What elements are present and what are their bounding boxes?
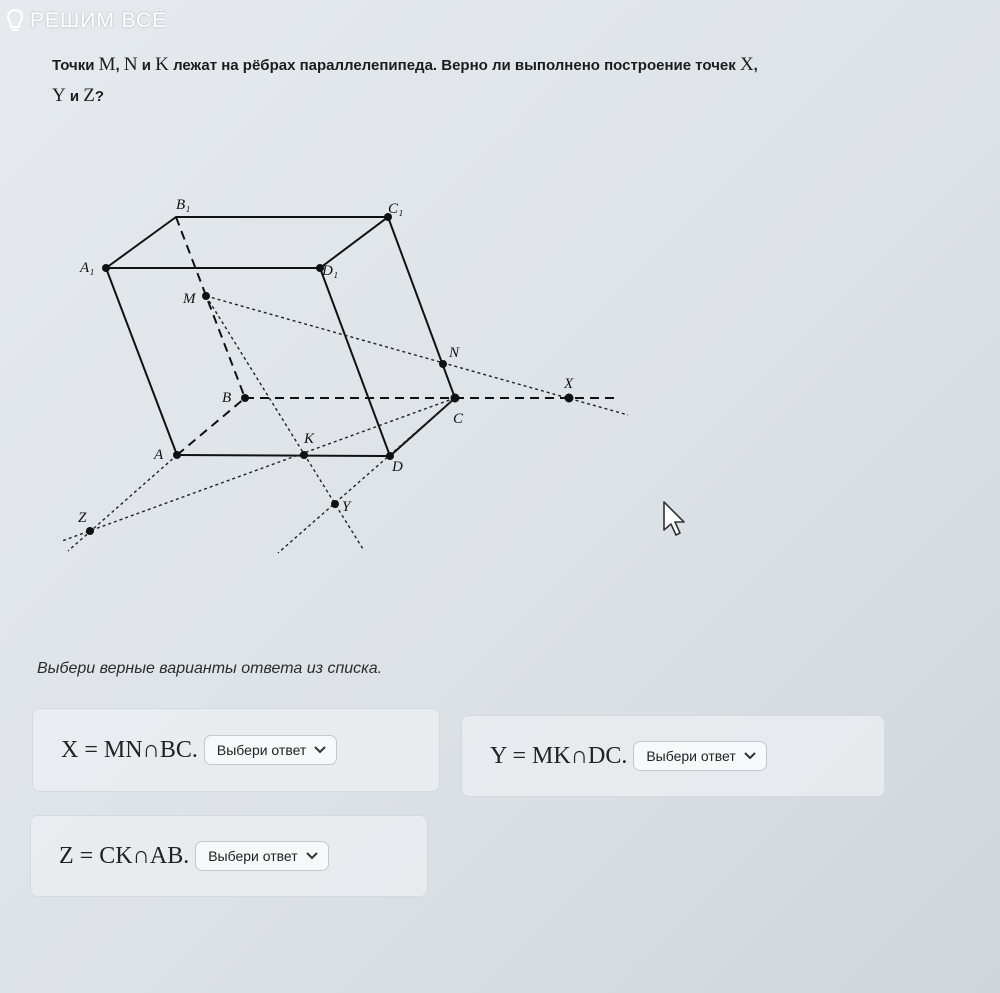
question-part: и — [137, 57, 156, 74]
chevron-down-icon — [744, 752, 756, 760]
label-k: K — [304, 431, 315, 447]
mouse-pointer-icon — [662, 500, 688, 538]
point-k: K — [155, 54, 169, 75]
label-b1: B₁ — [176, 197, 191, 213]
point-x: X — [739, 54, 754, 75]
point-a-dot — [173, 451, 181, 459]
chevron-down-icon — [306, 852, 318, 860]
point-z-dot — [86, 527, 94, 535]
question-part: , — [115, 57, 124, 74]
select-placeholder: Выбери ответ — [216, 742, 307, 758]
question-part: , — [753, 57, 758, 74]
answer-select-x[interactable] — [204, 735, 337, 765]
point-z: Z — [83, 85, 95, 106]
label-c: C — [453, 411, 464, 427]
instruction-text: Выбери верные варианты ответа из списка. — [37, 660, 383, 677]
formula-z: Z = CK∩AB. — [59, 842, 190, 869]
question-part: Точки — [52, 57, 99, 74]
edge-d1-d — [320, 268, 390, 456]
point-a1-dot — [102, 264, 110, 272]
logo-text: РЕШИМ ВСЁ — [30, 9, 168, 32]
label-z: Z — [78, 510, 87, 526]
point-y: Y — [52, 85, 66, 106]
question-part: и — [65, 88, 84, 105]
point-x-dot — [565, 394, 574, 403]
point-c-dot — [451, 394, 460, 403]
label-a1: A₁ — [80, 260, 95, 276]
label-x: X — [564, 376, 574, 392]
question-text — [52, 50, 912, 112]
point-m: M — [98, 54, 116, 75]
edge-a1-a — [106, 268, 177, 455]
label-y: Y — [342, 499, 351, 515]
label-d: D — [392, 459, 403, 475]
label-b: B — [222, 390, 232, 406]
chevron-down-icon — [314, 746, 326, 754]
answer-card-x — [32, 708, 440, 792]
point-m-dot — [202, 292, 210, 300]
edge-a1-b1 — [106, 217, 176, 268]
point-y-dot — [331, 500, 339, 508]
point-b-dot — [241, 394, 249, 402]
question-part: ? — [94, 88, 105, 105]
point-k-dot — [300, 451, 308, 459]
answer-card-y — [461, 715, 885, 797]
parallelepiped-figure — [50, 185, 650, 565]
question-part: лежат на рёбрах параллелепипеда. Верно ли выполнено построение точек — [168, 57, 740, 74]
label-d1: D₁ — [322, 263, 339, 279]
label-a: A — [154, 447, 164, 463]
answer-card-z — [30, 815, 428, 897]
edge-c1-d1 — [320, 217, 388, 268]
formula-x: X = MN∩BC. — [61, 736, 198, 763]
select-placeholder: Выбери ответ — [646, 748, 736, 764]
hidden-edge-b1-b — [176, 217, 245, 398]
line-ab-extension — [68, 455, 177, 551]
point-n-dot — [439, 360, 447, 368]
lightbulb-icon — [6, 8, 24, 34]
point-n: N — [123, 54, 138, 75]
label-c1: C₁ — [388, 201, 404, 217]
edge-a-d — [177, 455, 390, 456]
select-placeholder: Выбери ответ — [208, 848, 298, 864]
answer-select-y[interactable] — [633, 741, 766, 771]
formula-y: Y = MK∩DC. — [490, 742, 628, 769]
label-n: N — [449, 345, 460, 361]
edge-c1-c — [388, 217, 455, 398]
label-m: M — [183, 291, 196, 307]
answer-select-z[interactable] — [195, 841, 328, 871]
hidden-edge-a-b — [177, 398, 245, 455]
site-logo — [6, 8, 167, 34]
